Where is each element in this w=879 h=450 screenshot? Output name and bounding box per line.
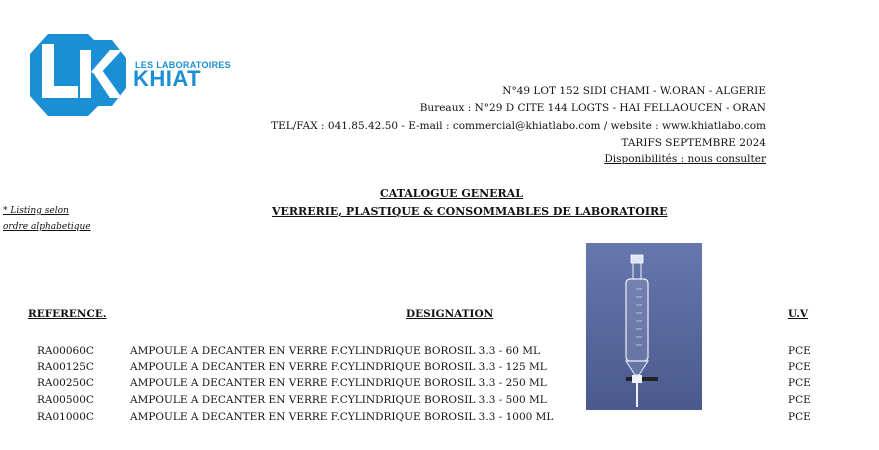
offices-line: Bureaux : N°29 D CITE 144 LOGTS - HAI FELLAOUCEN - ORAN: [419, 102, 766, 114]
row-reference: RA01000C: [37, 411, 94, 423]
separatory-funnel-photo-icon: [586, 243, 702, 410]
row-uv: PCE: [788, 361, 811, 373]
row-designation: AMPOULE A DECANTER EN VERRE F.CYLINDRIQUE BOROSIL 3.3 - 125 ML: [130, 361, 547, 373]
row-uv: PCE: [788, 394, 811, 406]
row-uv: PCE: [788, 345, 811, 357]
row-designation: AMPOULE A DECANTER EN VERRE F.CYLINDRIQUE BOROSIL 3.3 - 500 ML: [130, 394, 547, 406]
column-header-reference: REFERENCE.: [28, 308, 107, 320]
row-reference: RA00060C: [37, 345, 94, 357]
row-reference: RA00500C: [37, 394, 94, 406]
brand-name: KHIAT: [133, 66, 202, 91]
row-uv: PCE: [788, 377, 811, 389]
catalogue-subtitle: VERRERIE, PLASTIQUE & CONSOMMABLES DE LABORATOIRE: [272, 205, 668, 218]
availability-line: Disponibilités : nous consulter: [604, 153, 766, 165]
column-header-uv: U.V: [788, 308, 808, 320]
column-header-designation: DESIGNATION: [406, 308, 494, 320]
row-reference: RA00125C: [37, 361, 94, 373]
tarifs-line: TARIFS SEPTEMBRE 2024: [621, 137, 766, 149]
row-designation: AMPOULE A DECANTER EN VERRE F.CYLINDRIQUE BOROSIL 3.3 - 250 ML: [130, 377, 547, 389]
catalogue-title: CATALOGUE GENERAL: [380, 187, 523, 200]
row-uv: PCE: [788, 411, 811, 423]
row-designation: AMPOULE A DECANTER EN VERRE F.CYLINDRIQUE BOROSIL 3.3 - 1000 ML: [130, 411, 554, 423]
row-reference: RA00250C: [37, 377, 94, 389]
listing-note-line2: ordre alphabetique: [3, 222, 91, 232]
lk-hexagon-logo-icon: [30, 30, 130, 120]
brand-tagline: LES LABORATOIRES: [135, 60, 231, 70]
listing-note-line1: * Listing selon: [3, 206, 69, 216]
address-line: N°49 LOT 152 SIDI CHAMI - W.ORAN - ALGERIE: [502, 85, 766, 97]
contact-line: TEL/FAX : 041.85.42.50 - E-mail : commercial@khiatlabo.com / website : www.khiatlabo.com: [271, 120, 766, 132]
row-designation: AMPOULE A DECANTER EN VERRE F.CYLINDRIQUE BOROSIL 3.3 - 60 ML: [130, 345, 541, 357]
